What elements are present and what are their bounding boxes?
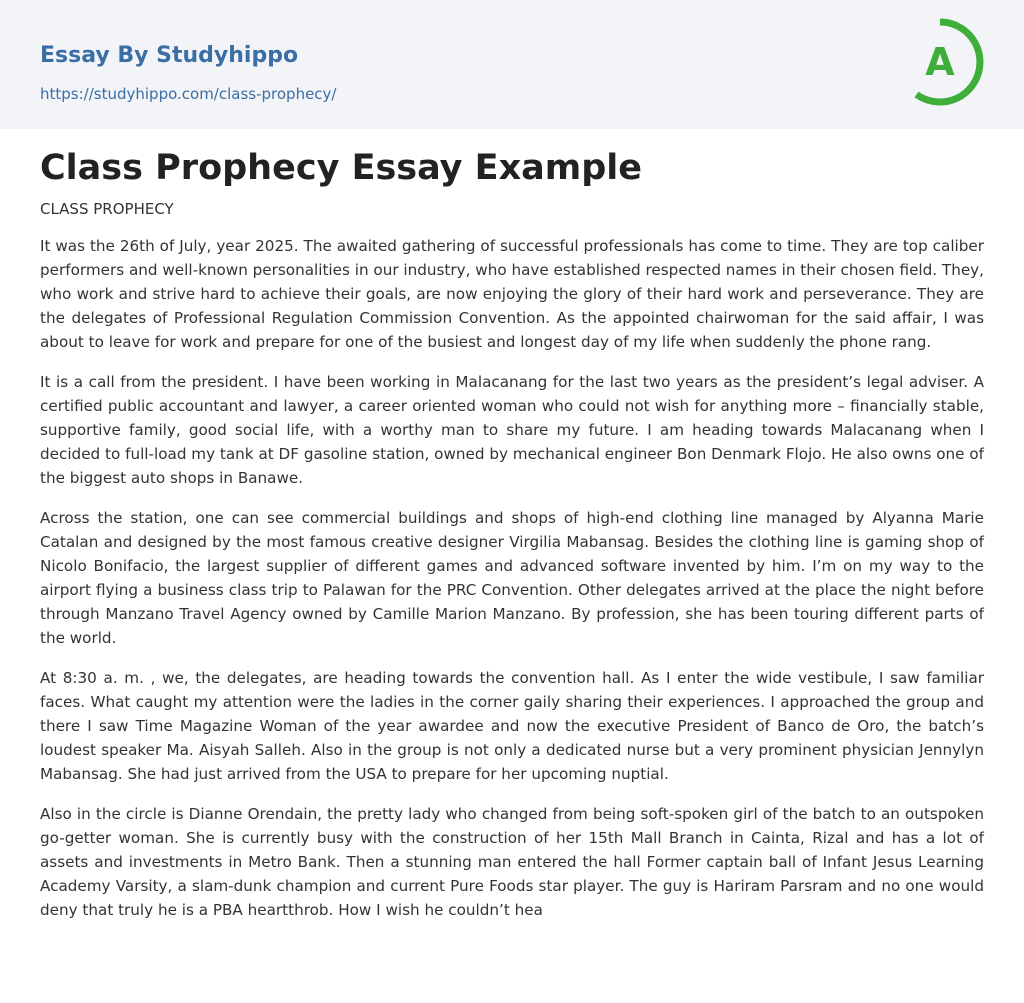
brand-title[interactable]: Essay By Studyhippo <box>40 43 299 68</box>
site-header <box>0 0 1024 129</box>
essay-paragraph: Across the station, one can see commercial buildings and shops of high-end clothing line managed by Alyanna Marie Catalan and designed by the most famous creative designer Virgilia Mabansag. Besides the clothing line is gaming shop of Nicolo Bonifacio, the largest supplier of different games and advanced software invented by him. I’m on my way to the airport flying a business class trip to Palawan for the PRC Convention. Other delegates arrived at the place the night before through Manzano Travel Agency owned by Camille Marion Manzano. By profession, she has been touring different parts of the world. <box>40 509 984 647</box>
essay-paragraph: Also in the circle is Dianne Orendain, the pretty lady who changed from being soft-spoken girl of the batch to an outspoken go-getter woman. She is currently busy with the construction of her 15th Mall Branch in Cainta, Rizal and has a lot of assets and investments in Metro Bank. Then a stunning man entered the hall Former captain ball of Infant Jesus Learning Academy Varsity, a slam-dunk champion and current Pure Foods star player. The guy is Hariram Parsram and no one would deny that truly he is a PBA heartthrob. How I wish he couldn’t hea <box>40 805 984 919</box>
essay-subtitle: CLASS PROPHECY <box>40 200 174 218</box>
essay-body <box>40 234 984 938</box>
page-title: Class Prophecy Essay Example <box>40 148 643 188</box>
essay-url-link[interactable]: https://studyhippo.com/class-prophecy/ <box>40 85 337 103</box>
logo-letter: A <box>925 40 955 84</box>
essay-paragraph: It was the 26th of July, year 2025. The awaited gathering of successful professionals has come to time. They are top caliber performers and well-known personalities in our industry, who have established respected names in their chosen field. They, who work and strive hard to achieve their goals, are now enjoying the glory of their hard work and perseverance. They are the delegates of Professional Regulation Commission Convention. As the appointed chairwoman for the said affair, I was about to leave for work and prepare for one of the busiest and longest day of my life when suddenly the phone rang. <box>40 237 984 351</box>
essay-paragraph: It is a call from the president. I have been working in Malacanang for the last two years as the president’s legal adviser. A certified public accountant and lawyer, a career oriented woman who could not wish for anything more – financially stable, supportive family, good social life, with a worthy man to share my future. I am heading towards Malacanang when I decided to full-load my tank at DF gasoline station, owned by mechanical engineer Bon Denmark Flojo. He also owns one of the biggest auto shops in Banawe. <box>40 373 984 487</box>
essay-paragraph: At 8:30 a. m. , we, the delegates, are heading towards the convention hall. As I enter the wide vestibule, I saw familiar faces. What caught my attention were the ladies in the corner gaily sharing their experiences. I approached the group and there I saw Time Magazine Woman of the year awardee and now the executive President of Banco de Oro, the batch’s loudest speaker Ma. Aisyah Salleh. Also in the group is not only a dedicated nurse but a very prominent physician Jennylyn Mabansag. She had just arrived from the USA to prepare for her upcoming nuptial. <box>40 669 984 783</box>
studyhippo-logo-icon[interactable] <box>900 18 988 106</box>
